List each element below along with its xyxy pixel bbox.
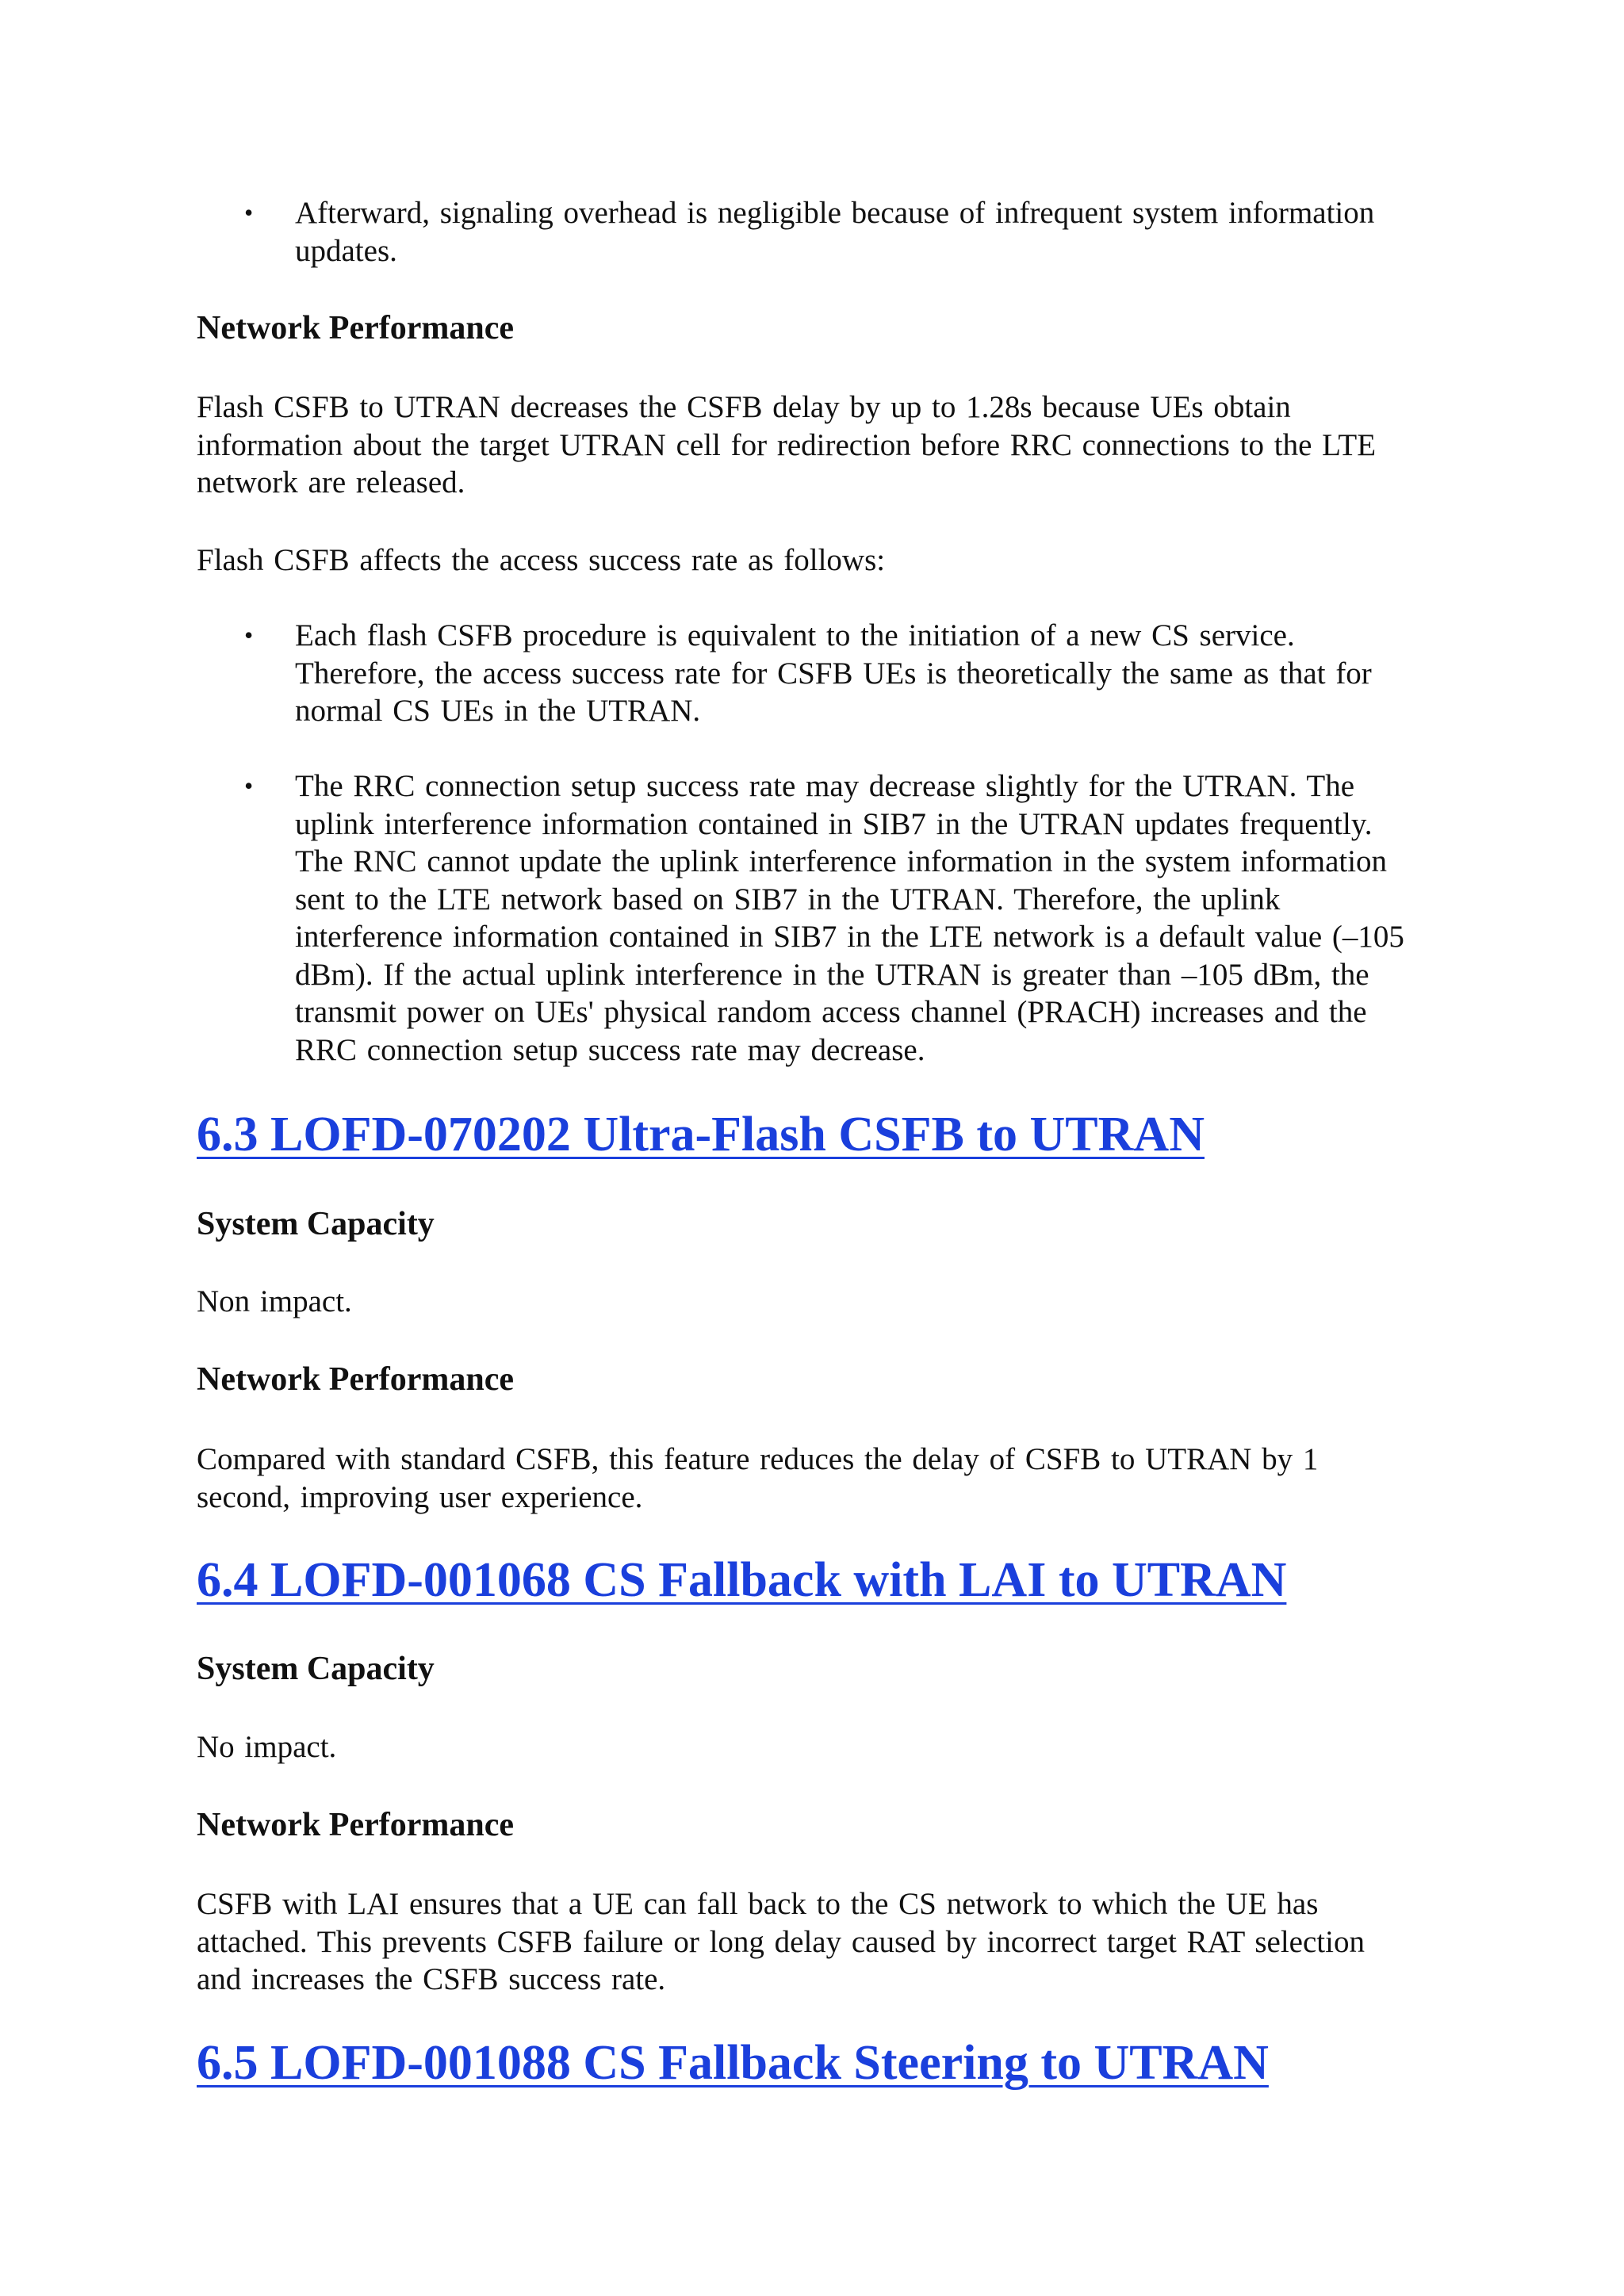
paragraph-text: No impact. xyxy=(197,1730,337,1764)
bullet-text: Each flash CSFB procedure is equivalent to the initiation of a new CS service. Therefore, the access success rate for CSFB UEs is theoretically the same as that for normal CS UEs in the UTRAN. xyxy=(295,618,1372,728)
section-heading-6-5[interactable] xyxy=(197,2033,1418,2093)
subheading-network-performance xyxy=(197,308,1418,349)
subheading-text: Network Performance xyxy=(197,310,514,346)
subheading-network-performance xyxy=(197,1804,1418,1846)
subheading-network-performance xyxy=(197,1359,1418,1400)
paragraph-text: Flash CSFB affects the access success rate as follows: xyxy=(197,543,886,577)
subheading-text: Network Performance xyxy=(197,1807,514,1843)
subheading-system-capacity xyxy=(197,1648,1418,1689)
paragraph-text: CSFB with LAI ensures that a UE can fall back to the CS network to which the UE has attached. This prevents CSFB failure or long delay caused by incorrect target RAT selection and increases the CSFB success rate. xyxy=(197,1887,1365,1996)
bullet-marker: • xyxy=(244,621,254,649)
paragraph xyxy=(197,1283,1418,1321)
paragraph xyxy=(197,388,1418,502)
bullet-text: The RRC connection setup success rate may decrease slightly for the UTRAN. The uplink interference information contained in SIB7 in the UTRAN updates frequently. The RNC cannot update the uplink interference information in the system information sent to the LTE network based on SIB7 in the UTRAN. Therefore, the uplink interference information contained in SIB7 in the LTE network is a default value (–105 dBm). If the actual uplink interference in the UTRAN is greater than –105 dBm, the transmit power on UEs' physical random access channel (PRACH) increases and the RRC connection setup success rate may decrease. xyxy=(295,769,1404,1067)
section-heading-link[interactable]: 6.3 LOFD-070202 Ultra-Flash CSFB to UTRAN xyxy=(197,1108,1205,1161)
subheading-text: Network Performance xyxy=(197,1361,514,1398)
paragraph-text: Compared with standard CSFB, this feature reduces the delay of CSFB to UTRAN by 1 second, improving user experience. xyxy=(197,1442,1319,1514)
subheading-text: System Capacity xyxy=(197,1651,435,1687)
list-item xyxy=(197,617,1418,736)
bullet-text: Afterward, signaling overhead is negligible because of infrequent system information updates. xyxy=(295,196,1375,268)
subheading-text: System Capacity xyxy=(197,1206,435,1242)
paragraph xyxy=(197,1885,1418,1999)
section-heading-link[interactable]: 6.4 LOFD-001068 CS Fallback with LAI to UTRAN xyxy=(197,1553,1287,1607)
list-item xyxy=(197,194,1418,274)
paragraph-text: Non impact. xyxy=(197,1284,352,1318)
section-heading-6-4[interactable] xyxy=(197,1550,1418,1610)
list-item xyxy=(197,767,1418,1069)
section-heading-6-3[interactable] xyxy=(197,1104,1418,1165)
bullet-marker: • xyxy=(244,771,254,800)
bullet-marker: • xyxy=(244,198,254,227)
paragraph xyxy=(197,1728,1418,1766)
paragraph-text: Flash CSFB to UTRAN decreases the CSFB delay by up to 1.28s because UEs obtain information about the target UTRAN cell for redirection before RRC connections to the LTE network are released. xyxy=(197,390,1377,499)
paragraph xyxy=(197,1441,1418,1516)
section-heading-link[interactable]: 6.5 LOFD-001088 CS Fallback Steering to UTRAN xyxy=(197,2036,1269,2090)
paragraph xyxy=(197,541,1418,580)
subheading-system-capacity xyxy=(197,1203,1418,1245)
